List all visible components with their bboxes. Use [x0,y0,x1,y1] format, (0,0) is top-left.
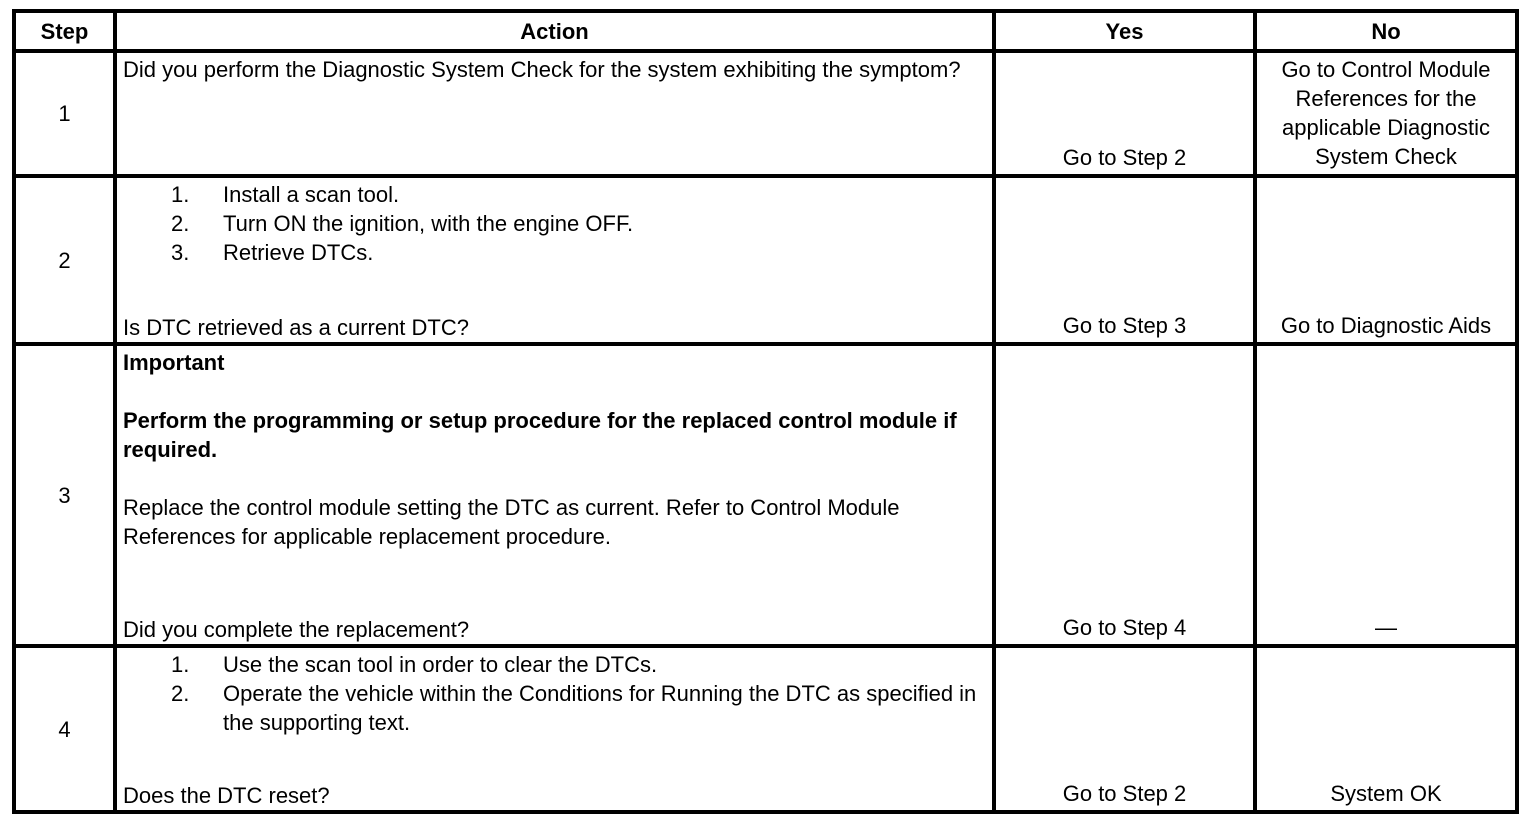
list-item: 2. Turn ON the ignition, with the engine OFF. [171,211,634,236]
header-step: Step [14,11,115,51]
action-question: Is DTC retrieved as a current DTC? [123,315,469,340]
list-item: 1. Install a scan tool. [171,182,400,207]
yes-cell: Go to Step 2 [994,51,1255,176]
action-question: Does the DTC reset? [123,783,330,808]
table-row [14,51,1517,176]
action-cell [115,176,994,344]
yes-cell: Go to Step 3 [994,176,1255,344]
yes-cell: Go to Step 2 [994,646,1255,812]
diagnostic-table [12,9,1519,814]
table-row [14,646,1517,812]
important-text: Perform the programming or setup procedure for the replaced control module if required. [123,408,957,462]
action-cell [115,51,994,176]
step-number: 2 [14,176,115,344]
no-cell: Go to Control Module References for the applicable Diagnostic System Check [1255,51,1517,176]
no-cell: Go to Diagnostic Aids [1255,176,1517,344]
table-row [14,344,1517,646]
action-cell [115,344,994,646]
diagnostic-table-container [12,9,1519,814]
yes-cell: Go to Step 4 [994,344,1255,646]
no-cell: — [1255,344,1517,646]
no-cell: System OK [1255,646,1517,812]
header-yes: Yes [994,11,1255,51]
action-question: Did you perform the Diagnostic System Check for the system exhibiting the symptom? [123,57,961,82]
step-number: 3 [14,344,115,646]
action-cell [115,646,994,812]
header-action: Action [115,11,994,51]
table-row [14,176,1517,344]
important-label: Important [123,350,225,375]
list-item: 3. Retrieve DTCs. [171,240,374,265]
action-question: Did you complete the replacement? [123,617,470,642]
list-item: 2. Operate the vehicle within the Conditions for Running the DTC as specified in the supporting text. [171,681,977,735]
header-no: No [1255,11,1517,51]
step-number: 4 [14,646,115,812]
action-step-list [123,180,986,267]
action-step-list [123,650,986,737]
header-row [14,11,1517,51]
step-number: 1 [14,51,115,176]
list-item: 1. Use the scan tool in order to clear the DTCs. [171,652,658,677]
action-instruction: Replace the control module setting the DTC as current. Refer to Control Module References for applicable replacement procedure. [123,495,900,549]
